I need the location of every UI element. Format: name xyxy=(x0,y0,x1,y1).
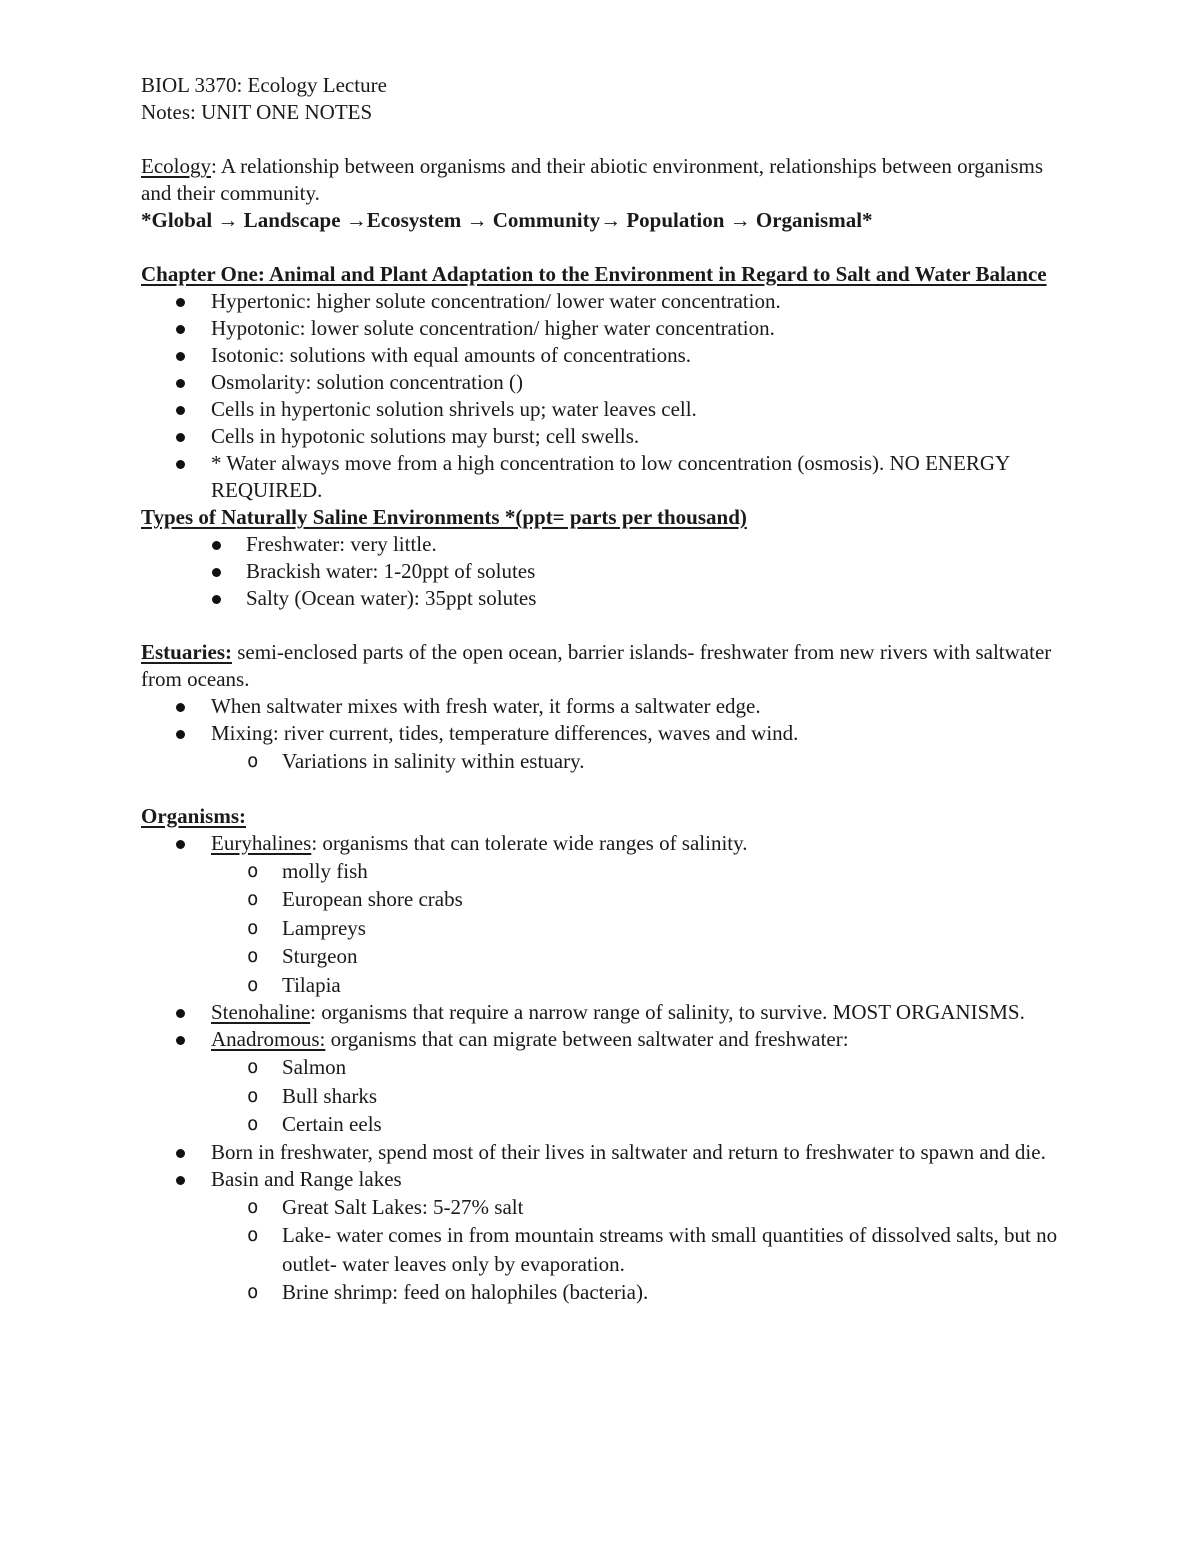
list-item xyxy=(141,830,1061,857)
bullet-icon xyxy=(176,352,185,361)
list-item-text: Basin and Range lakes xyxy=(211,1166,402,1191)
list-item-text: molly fish xyxy=(282,858,368,883)
bullet-icon xyxy=(212,541,221,550)
list-item-text: Sturgeon xyxy=(282,944,358,968)
list-item-text: * Water always move from a high concentration to low concentration (osmosis). NO ENERGY REQUIRED. xyxy=(211,451,1010,502)
list-item-text: Salmon xyxy=(282,1055,347,1079)
bullet-icon xyxy=(176,730,185,739)
list-item xyxy=(141,342,1061,369)
ecology-def-text: : A relationship between organisms and their abiotic environment, relationships between organisms and their community. xyxy=(141,154,1044,205)
saline-heading: Types of Naturally Saline Environments *(ppt= parts per thousand) xyxy=(141,505,747,529)
ecology-definition xyxy=(141,153,1061,207)
bullet-icon xyxy=(176,379,185,388)
list-item-text: Hypertonic: higher solute concentration/ lower water concentration. xyxy=(211,289,781,313)
sub-list-item xyxy=(141,971,1061,1000)
list-item xyxy=(141,423,1061,450)
circle-bullet-icon: o xyxy=(247,750,259,772)
list-item xyxy=(141,585,1061,612)
list-item-text: organisms that can migrate between saltwater and freshwater: xyxy=(325,1027,849,1051)
bullet-icon xyxy=(212,595,221,604)
notes-title: Notes: UNIT ONE NOTES xyxy=(141,100,373,124)
circle-bullet-icon: o xyxy=(247,1281,259,1303)
sub-list-item xyxy=(141,1221,1061,1278)
bullet-icon xyxy=(176,298,185,307)
ecology-term: Ecology xyxy=(141,154,211,178)
estuaries-definition xyxy=(141,639,1061,693)
bullet-icon xyxy=(176,1009,185,1018)
bullet-icon xyxy=(176,840,185,849)
circle-bullet-icon: o xyxy=(247,1056,259,1078)
estuaries-def-text: semi-enclosed parts of the open ocean, barrier islands- freshwater from new rivers with saltwater from oceans. xyxy=(141,640,1052,691)
list-item-text: Osmolarity: solution concentration () xyxy=(211,370,524,394)
circle-bullet-icon: o xyxy=(247,1195,259,1218)
sub-list-item xyxy=(141,1110,1061,1139)
bullet-icon xyxy=(176,406,185,415)
list-item-text: Certain eels xyxy=(282,1112,382,1136)
sub-list-item xyxy=(141,914,1061,943)
list-item-text: Brine shrimp: feed on halophiles (bacteria). xyxy=(282,1280,649,1304)
bullet-icon xyxy=(176,433,185,442)
list-item-text: When saltwater mixes with fresh water, it forms a saltwater edge. xyxy=(211,694,761,718)
list-item-text: : organisms that require a narrow range of salinity, to survive. MOST ORGANISMS. xyxy=(310,1000,1025,1024)
list-item-text: Bull sharks xyxy=(282,1083,378,1108)
list-item-text: Born in freshwater, spend most of their lives in saltwater and return to freshwater to spawn and die. xyxy=(211,1139,1046,1164)
bullet-icon xyxy=(176,1176,185,1185)
list-item xyxy=(141,315,1061,342)
list-item-text: Isotonic: solutions with equal amounts of concentrations. xyxy=(211,343,692,367)
list-item xyxy=(141,1166,1061,1193)
sub-list-item xyxy=(141,857,1061,886)
list-item-text: Lampreys xyxy=(282,915,366,940)
circle-bullet-icon: o xyxy=(247,1224,259,1246)
sub-list-item xyxy=(141,1053,1061,1082)
sub-list-item xyxy=(141,1193,1061,1222)
bullet-icon xyxy=(176,1149,185,1158)
organisms-heading: Organisms: xyxy=(141,803,246,828)
sub-list-item xyxy=(141,942,1061,971)
bullet-icon xyxy=(176,325,185,334)
euryhalines-term: Euryhalines xyxy=(211,830,312,855)
sub-list-item xyxy=(141,1082,1061,1111)
list-item xyxy=(141,558,1061,585)
list-item-text: Great Salt Lakes: 5-27% salt xyxy=(282,1194,524,1219)
sub-list-item xyxy=(141,747,1061,776)
list-item-text: Mixing: river current, tides, temperature differences, waves and wind. xyxy=(211,721,799,745)
organisms-list xyxy=(141,830,1061,1307)
sub-list-item xyxy=(141,1278,1061,1307)
bullet-icon xyxy=(176,1036,185,1045)
list-item-text: : organisms that can tolerate wide ranges of salinity. xyxy=(311,830,748,855)
sub-list-item xyxy=(141,885,1061,914)
saline-list xyxy=(141,531,1061,612)
list-item-text: Variations in salinity within estuary. xyxy=(282,749,585,773)
circle-bullet-icon: o xyxy=(247,888,259,910)
list-item xyxy=(141,1139,1061,1166)
ecology-hierarchy: *Global → Landscape →Ecosystem → Community→ Population → Organismal* xyxy=(141,208,873,232)
bullet-icon xyxy=(212,568,221,577)
chapter-one-heading: Chapter One: Animal and Plant Adaptation to the Environment in Regard to Salt and Water Balance xyxy=(141,262,1047,286)
list-item-text: Hypotonic: lower solute concentration/ higher water concentration. xyxy=(211,316,775,340)
list-item-text: Cells in hypertonic solution shrivels up; water leaves cell. xyxy=(211,397,697,421)
list-item xyxy=(141,531,1061,558)
chapter-one-list xyxy=(141,288,1061,504)
bullet-icon xyxy=(176,460,185,469)
list-item xyxy=(141,450,1061,504)
circle-bullet-icon: o xyxy=(247,916,259,939)
list-item-text: European shore crabs xyxy=(282,887,463,911)
document-page xyxy=(141,72,1061,1307)
estuaries-term: Estuaries: xyxy=(141,640,232,664)
list-item-text: Freshwater: very little. xyxy=(246,532,437,556)
list-item-text: Lake- water comes in from mountain streams with small quantities of dissolved salts, but no outlet- water leaves only by evaporation. xyxy=(282,1223,1058,1276)
circle-bullet-icon: o xyxy=(247,945,259,967)
list-item-text: Cells in hypotonic solutions may burst; cell swells. xyxy=(211,424,640,448)
circle-bullet-icon: o xyxy=(247,973,259,996)
circle-bullet-icon: o xyxy=(247,1113,259,1135)
list-item-text: Salty (Ocean water): 35ppt solutes xyxy=(246,586,537,610)
list-item xyxy=(141,999,1061,1026)
list-item xyxy=(141,369,1061,396)
course-title: BIOL 3370: Ecology Lecture xyxy=(141,73,387,97)
list-item xyxy=(141,288,1061,315)
list-item-text: Tilapia xyxy=(282,972,341,997)
list-item xyxy=(141,693,1061,720)
circle-bullet-icon: o xyxy=(247,1084,259,1107)
bullet-icon xyxy=(176,703,185,712)
list-item-text: Brackish water: 1-20ppt of solutes xyxy=(246,559,536,583)
anadromous-term: Anadromous: xyxy=(211,1027,326,1051)
list-item xyxy=(141,396,1061,423)
stenohaline-term: Stenohaline xyxy=(211,1000,311,1024)
circle-bullet-icon: o xyxy=(247,859,259,882)
list-item xyxy=(141,1026,1061,1053)
estuaries-list xyxy=(141,693,1061,776)
list-item xyxy=(141,720,1061,747)
